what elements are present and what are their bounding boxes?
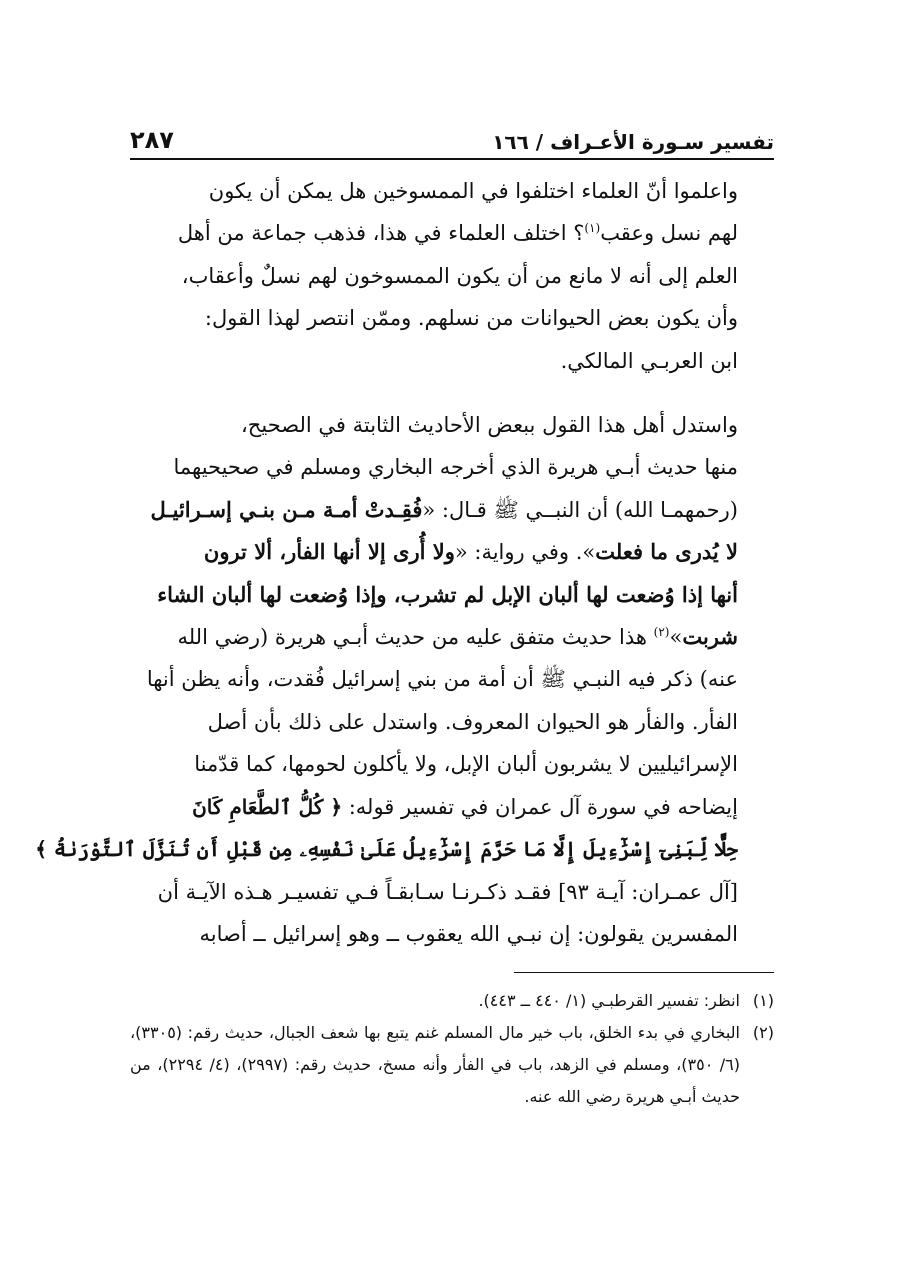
hadith-text: شربت	[682, 624, 738, 650]
footnotes	[130, 985, 774, 1113]
footnote-text: البخاري في بدء الخلق، باب خير مال المسلم غنم يتبع بها شعف الجبال، حديث رقم: (٣٣٠٥)، (٦/ ٣٥٠)، ومسلم في الزهد، باب في الفأر وأنه مسخ، حديث رقم: (٢٩٩٧)، (٤/ ٢٢٩٤)، من حديث أبـي هريرة رضي الله عنه.	[130, 1023, 741, 1106]
footnote-number: (٢)	[752, 1023, 774, 1042]
quran-verse: ﴿ كُلُّ ٱلطَّعَامِ كَانَ	[192, 794, 343, 819]
text-segment: »	[669, 625, 683, 650]
text-segment: [آل عمـران: آيـة ٩٣] فقـد ذكـرنـا سـابقـاً فـي تفسيـر هـذه الآيـة أن	[157, 879, 738, 904]
hadith-text: ولا أُرى إلا أنها الفأر، ألا ترون	[203, 539, 455, 565]
text-segment: وأن يكون بعض الحيوانات من نسلهم. وممّن انتصر لهذا القول:	[204, 306, 738, 331]
page-number: ٢٨٧	[130, 126, 174, 154]
paragraph	[130, 170, 774, 382]
text-segment: (رحمهمـا الله) أن النبــي ﷺ قـال: «	[422, 497, 738, 522]
quran-verse: حِلًّا لِّبَنِىٓ إِسْرَٰٓءِيلَ إِلَّا مَا حَرَّمَ إِسْرَٰٓءِيلُ عَلَىٰ نَفْسِهِۦ مِن قَبْلِ أَن تُنَزَّلَ ٱلتَّوْرَىٰةُ ﴾	[35, 837, 738, 862]
page-header	[130, 118, 774, 154]
text-segment: الفأر. والفأر هو الحيوان المعروف. واستدل على ذلك بأن أصل	[207, 709, 738, 734]
text-line	[130, 743, 774, 785]
text-line	[130, 871, 774, 913]
text-line	[130, 531, 774, 573]
footnote	[130, 1017, 774, 1113]
text-segment: المفسرين يقولون: إن نبـي الله يعقوب ــ وهو إسرائيل ــ أصابه	[199, 921, 738, 946]
text-line	[130, 212, 774, 254]
hadith-text: أنها إذا وُضعت لها ألبان الإبل لم تشرب، وإذا وُضعت لها ألبان الشاء	[157, 581, 738, 607]
running-title: تفسير سـورة الأعـراف / ١٦٦	[492, 130, 774, 154]
footnote	[130, 985, 774, 1017]
text-segment: لهم نسل وعقب	[600, 221, 738, 246]
text-segment: ابن العربـي المالكي.	[560, 348, 738, 373]
text-segment: العلم إلى أنه لا مانع من أن يكون الممسوخون لهم نسلٌ وأعقاب،	[181, 263, 738, 288]
text-line	[130, 913, 774, 955]
text-segment: ». وفي رواية: «	[454, 540, 596, 565]
paragraph	[35, 404, 774, 955]
footnote-marker: (٢)	[653, 625, 670, 640]
hadith-text: فُقِـدتْ أمـة مـن بنـي إسـرائيـل	[150, 496, 423, 522]
text-line	[130, 297, 774, 339]
text-line	[35, 828, 774, 870]
text-line	[130, 489, 774, 531]
text-line	[130, 574, 774, 616]
text-line	[130, 446, 774, 488]
text-segment: واستدل أهل هذا القول ببعض الأحاديث الثابتة في الصحيح،	[241, 413, 738, 438]
text-line	[130, 616, 774, 658]
text-segment: هذا حديث متفق عليه من حديث أبـي هريرة (رضي الله	[177, 625, 654, 650]
footnote-number: (١)	[752, 991, 774, 1010]
text-line	[130, 255, 774, 297]
header-rule	[130, 158, 774, 160]
main-text	[35, 170, 774, 955]
footnote-text: انظر: تفسير القرطبـي (١/ ٤٤٠ ــ ٤٤٣).	[478, 991, 740, 1010]
text-line	[130, 658, 774, 700]
text-line	[130, 786, 774, 828]
text-segment: عنه) ذكر فيه النبـي ﷺ أن أمة من بني إسرائيل فُقدت، وأنه يظن أنها	[146, 667, 738, 692]
hadith-text: لا يُدرى ما فعلت	[595, 539, 738, 565]
text-segment: الإسرائيليين لا يشربون ألبان الإبل، ولا يأكلون لحومها، كما قدّمنا	[194, 752, 738, 777]
text-line	[130, 404, 774, 446]
text-segment: منها حديث أبـي هريرة الذي أخرجه البخاري ومسلم في صحيحيهما	[173, 455, 738, 480]
text-segment: إيضاحه في سورة آل عمران في تفسير قوله:	[342, 794, 738, 819]
footnote-marker: (١)	[584, 221, 601, 236]
footnote-separator	[514, 972, 774, 973]
text-line	[130, 340, 774, 382]
text-segment: واعلموا أنّ العلماء اختلفوا في الممسوخين هل يمكن أن يكون	[208, 179, 738, 203]
text-segment: ؟ اختلف العلماء في هذا، فذهب جماعة من أهل	[177, 221, 585, 246]
text-line	[130, 701, 774, 743]
text-line	[130, 170, 774, 212]
